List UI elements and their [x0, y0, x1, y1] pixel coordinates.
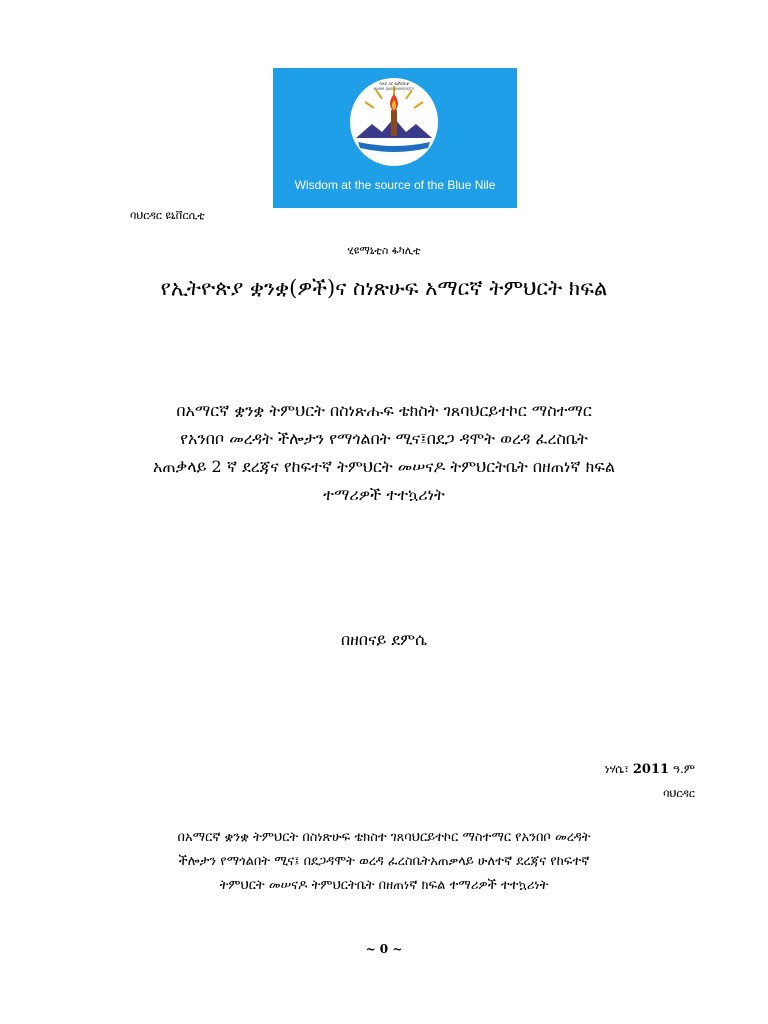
- seal-text-bottom: BAHIR DAR UNIVERSITY: [373, 87, 415, 91]
- department-name: የኢትዮጵያ ቋንቋ(ዎች)ና ስነጽሁፍ አማርኛ ትምህርት ክፍል: [160, 276, 608, 300]
- thesis-title-line: የአንበቦ መረዳት ችሎታን የማጎልበት ሚና፤በደጋ ዳሞት ወረዳ ፈረስቤት: [180, 429, 588, 448]
- thesis-title-line: አጠቃላይ 2 ኛ ደረጃና የከፍተኛ ትምህርት መሠናዶ ትምህርትቤት በዘጠነኛ ክፍል: [152, 457, 616, 476]
- logo-motto: Wisdom at the source of the Blue Nile: [294, 178, 496, 192]
- footer-title-line: ትምህርት መሠናዶ ትምህርትቤት በዘጠነኛ ክፍል ተማሪዎች ተተኳሪነት: [219, 878, 549, 893]
- university-seal-icon: [348, 76, 440, 168]
- footer-title: [60, 826, 708, 898]
- university-name: ባህርዳር ዩኒቨርሲቲ: [130, 209, 205, 222]
- thesis-title-line: በአማርኛ ቋንቋ ትምህርት በስነጽሑፍ ቴክስት ገጸባህርይተኮር ማስተማር: [176, 401, 592, 420]
- university-logo: [273, 68, 517, 208]
- date-era: ዓ.ም: [672, 762, 695, 776]
- date-year: 2011: [632, 762, 670, 777]
- faculty-name: ሂዩማኒቲስ ፋካሊቲ: [347, 244, 421, 257]
- thesis-title-line: ተማሪዎች ተተኳሪነት: [323, 485, 445, 504]
- footer-title-line: ችሎታን የማጎልበት ሚና፤ በደጋዳሞት ወረዳ ፈረስቤትአጠቃላይ ሁለተኛ ደረጃና የከፍተኛ: [178, 854, 590, 869]
- submission-date: [605, 762, 695, 777]
- date-month: ነሃሴ፣: [604, 762, 630, 776]
- submission-place: ባህርዳር: [663, 787, 695, 800]
- page-number: ~ 0 ~: [365, 942, 403, 956]
- thesis-title: [40, 397, 728, 509]
- author-name: በዘበናይ ደምሴ: [340, 630, 427, 649]
- footer-title-line: በአማርኛ ቋንቋ ትምህርት በስነጽሁፍ ቴክስተ ገጸባህርይተኮር ማስተማር የአንበቦ መረዳት: [177, 830, 591, 845]
- seal-text-top: ባሕር ዳር ዩኒቨርሲቲ: [379, 81, 409, 86]
